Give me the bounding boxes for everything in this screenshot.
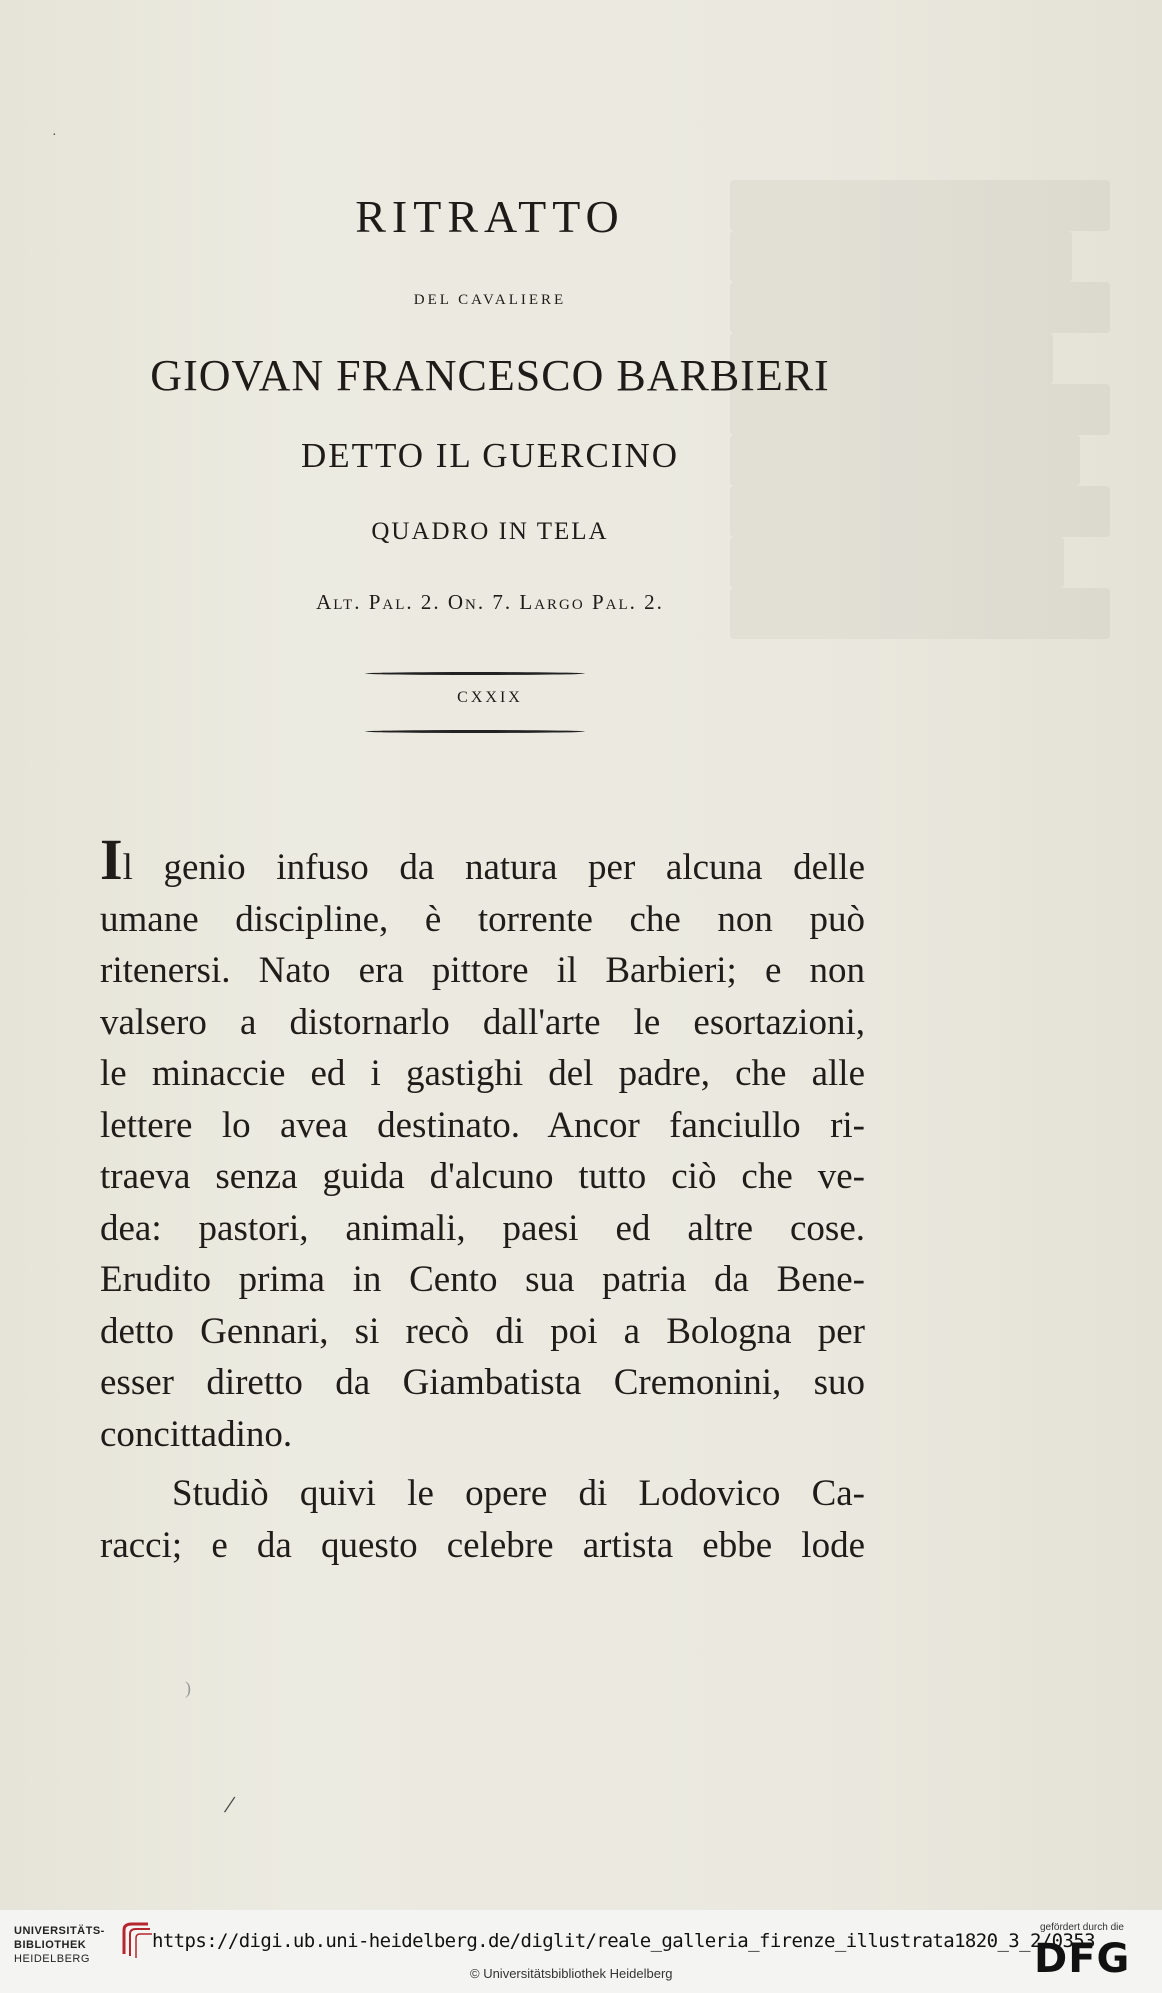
ornamental-rule-bottom xyxy=(365,730,585,733)
artist-name: GIOVAN FRANCESCO BARBIERI xyxy=(150,351,830,400)
text-line: traeva senza guida d'alcuno tutto ciò che ve- xyxy=(100,1156,865,1197)
artist-alias: DETTO IL GUERCINO xyxy=(300,436,680,475)
text-line: Studiò quivi le opere di Lodovico Ca- xyxy=(172,1473,865,1514)
page-title: RITRATTO xyxy=(355,191,625,242)
drop-cap: I xyxy=(100,827,123,892)
page-speck: ) xyxy=(185,1678,191,1698)
text-line: Erudito prima in Cento sua patria da Bene- xyxy=(100,1259,865,1300)
library-emblem-icon xyxy=(118,1920,154,1960)
text-line: racci; e da questo celebre artista ebbe lode xyxy=(100,1524,865,1566)
text-line: dea: pastori, animali, paesi ed altre cose. xyxy=(100,1207,865,1249)
dimensions-label: Alt. Pal. 2. On. 7. Largo Pal. 2. xyxy=(316,590,664,614)
page-speck: / xyxy=(222,1789,237,1820)
body-text xyxy=(100,827,865,1571)
text-line: ritenersi. Nato era pittore il Barbieri; e non xyxy=(100,950,865,991)
text-line: concittadino. xyxy=(100,1413,293,1455)
text-line: lettere lo avea destinato. Ancor fanciullo ri- xyxy=(100,1104,865,1146)
ornamental-rule-top xyxy=(365,672,585,675)
funding-label: gefördert durch die xyxy=(1040,1922,1124,1933)
text-line: detto Gennari, si recò di poi a Bologna per xyxy=(100,1310,865,1352)
subtitle: DEL CAVALIERE xyxy=(413,292,567,308)
text-line: Il genio infuso da natura per alcuna delle xyxy=(100,827,865,892)
plate-number: CXXIX xyxy=(457,689,523,706)
text-line: valsero a distornarlo dall'arte le esortazioni, xyxy=(100,1001,865,1043)
medium-label: QUADRO IN TELA xyxy=(371,518,609,545)
permalink-url[interactable]: https://digi.ub.uni-heidelberg.de/diglit/reale_galleria_firenze_illustrata1820_3_2/0353 xyxy=(152,1930,1095,1952)
text-line: le minaccie ed i gastighi del padre, che alle xyxy=(100,1053,865,1094)
library-logo[interactable]: UNIVERSITÄTS- BIBLIOTHEK HEIDELBERG xyxy=(14,1925,105,1965)
paragraph-1 xyxy=(100,827,865,1460)
copyright-notice: © Universitätsbibliothek Heidelberg xyxy=(470,1966,673,1981)
bleed-through-text xyxy=(730,180,1110,639)
text-line: esser diretto da Giambatista Cremonini, suo xyxy=(100,1362,865,1403)
page-speck: · xyxy=(52,128,57,143)
dfg-logo[interactable]: DFG xyxy=(1034,1936,1131,1982)
paragraph-2 xyxy=(100,1468,865,1571)
text-line: umane discipline, è torrente che non può xyxy=(100,898,865,940)
footer-bar xyxy=(0,1910,1162,1993)
